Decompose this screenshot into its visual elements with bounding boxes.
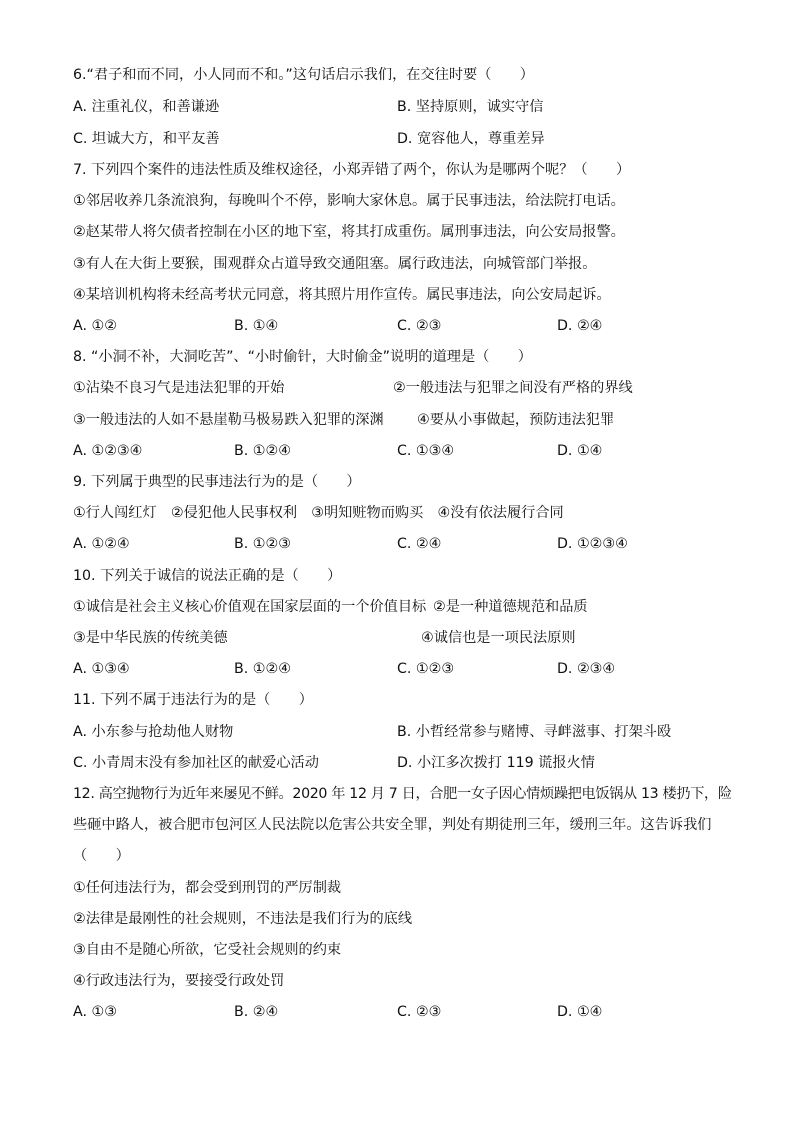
option-a: A. ①②③④ bbox=[73, 443, 143, 459]
statement-3: ③一般违法的人如不悬崖勒马极易跌入犯罪的深渊 bbox=[73, 412, 384, 428]
option-c: C. ①②③ bbox=[397, 661, 455, 677]
option-b: B. ①④ bbox=[234, 318, 279, 334]
question-stem: 7. 下列四个案件的违法性质及维权途径，小郑弄错了两个，你认为是哪两个呢？（ ） bbox=[73, 162, 631, 178]
option-b: B. 坚持原则，诚实守信 bbox=[397, 99, 544, 115]
question-stem-line-1: 12. 高空抛物行为近年来屡见不鲜。2020 年 12 月 7 日，合肥一女子因心情烦躁把电饭锅从 13 楼扔下，险 bbox=[73, 786, 732, 802]
question-stem: 8. “小洞不补，大洞吃苦”、“小时偷针，大时偷金”说明的道理是（ ） bbox=[73, 349, 532, 365]
question-stem: 10. 下列关于诚信的说法正确的是（ ） bbox=[73, 568, 342, 584]
statement-4: ④要从小事做起，预防违法犯罪 bbox=[417, 412, 615, 428]
option-c: C. ②③ bbox=[397, 1004, 442, 1020]
option-b: B. ①②③ bbox=[234, 536, 291, 552]
option-d: D. ②④ bbox=[557, 318, 603, 334]
option-a: A. ①③④ bbox=[73, 661, 130, 677]
option-d: D. ①②③④ bbox=[557, 536, 628, 552]
option-c: C. ②④ bbox=[397, 536, 442, 552]
option-a: A. 注重礼仪，和善谦逊 bbox=[73, 99, 220, 115]
statement-3: ③自由不是随心所欲，它受社会规则的约束 bbox=[73, 942, 342, 958]
option-c: C. 小青周末没有参加社区的献爱心活动 bbox=[73, 755, 319, 771]
option-a: A. ①③ bbox=[73, 1004, 117, 1020]
option-a: A. 小东参与抢劫他人财物 bbox=[73, 724, 234, 740]
question-stem-line-2: 些砸中路人，被合肥市包河区人民法院以危害公共安全罪，判处有期徒刑三年，缓刑三年。这告诉我们 bbox=[73, 817, 712, 833]
option-d: D. ①④ bbox=[557, 1004, 603, 1020]
option-b: B. 小哲经常参与赌博、寻衅滋事、打架斗殴 bbox=[397, 724, 672, 740]
question-stem-line-3: （ ） bbox=[73, 848, 130, 864]
option-c: C. ②③ bbox=[397, 318, 442, 334]
statement-4: ④诚信也是一项民法原则 bbox=[421, 630, 576, 646]
option-b: B. ①②④ bbox=[234, 443, 291, 459]
statement-1: ①诚信是社会主义核心价值观在国家层面的一个价值目标 bbox=[73, 599, 427, 615]
option-c: C. 坦诚大方，和平友善 bbox=[73, 131, 220, 147]
statement-2: ②法律是最刚性的社会规则，不违法是我们行为的底线 bbox=[73, 911, 413, 927]
option-a: A. ①②④ bbox=[73, 536, 130, 552]
option-d: D. ①④ bbox=[557, 443, 603, 459]
statement-4: ④某培训机构将未经高考状元同意，将其照片用作宣传。属民事违法，向公安局起诉。 bbox=[73, 287, 611, 303]
question-stem: 11. 下列不属于违法行为的是（ ） bbox=[73, 692, 313, 708]
statement-3: ③是中华民族的传统美德 bbox=[73, 630, 228, 646]
statement-1: ①邻居收养几条流浪狗，每晚叫个不停，影响大家休息。属于民事违法，给法院打电话。 bbox=[73, 193, 625, 209]
option-d: D. 小江多次拨打 119 谎报火情 bbox=[397, 755, 595, 771]
statement-1: ①行人闯红灯 ②侵犯他人民事权利 ③明知赃物而购买 ④没有依法履行合同 bbox=[73, 505, 564, 521]
statement-1: ①沾染不良习气是违法犯罪的开始 bbox=[73, 380, 285, 396]
statement-2: ②是一种道德规范和品质 bbox=[433, 599, 588, 615]
statement-3: ③有人在大街上要猴，围观群众占道导致交通阻塞。属行政违法，向城管部门举报。 bbox=[73, 256, 597, 272]
statement-4: ④行政违法行为，要接受行政处罚 bbox=[73, 973, 285, 989]
option-a: A. ①② bbox=[73, 318, 117, 334]
option-b: B. ①②④ bbox=[234, 661, 291, 677]
statement-1: ①任何违法行为，都会受到刑罚的严厉制裁 bbox=[73, 880, 342, 896]
statement-2: ②赵某带人将欠债者控制在小区的地下室，将其打成重伤。属刑事违法，向公安局报警。 bbox=[73, 224, 625, 240]
option-d: D. 宽容他人，尊重差异 bbox=[397, 131, 545, 147]
option-d: D. ②③④ bbox=[557, 661, 616, 677]
question-stem: 9. 下列属于典型的民事违法行为的是（ ） bbox=[73, 474, 361, 490]
statement-2: ②一般违法与犯罪之间没有严格的界线 bbox=[393, 380, 633, 396]
option-b: B. ②④ bbox=[234, 1004, 279, 1020]
question-stem: 6.“君子和而不同，小人同而不和。”这句话启示我们，在交往时要（ ） bbox=[73, 67, 534, 83]
option-c: C. ①③④ bbox=[397, 443, 455, 459]
